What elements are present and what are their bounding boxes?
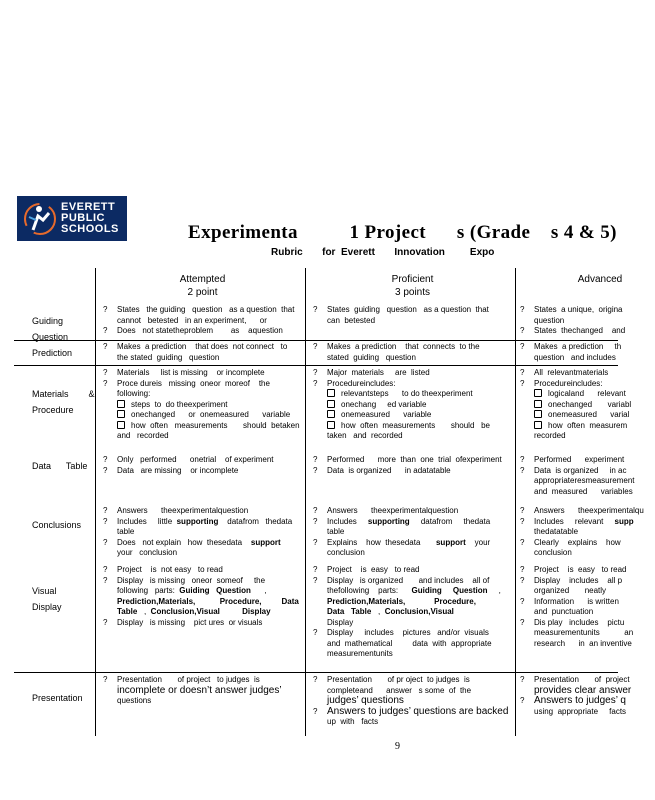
cell-line — [313, 506, 490, 517]
cell-line — [520, 506, 644, 517]
cell-line — [103, 517, 292, 528]
cell-line — [313, 576, 501, 587]
cell-text: Includes relevant supp — [534, 516, 634, 526]
cell-line — [520, 342, 621, 353]
cell-text: Data is organized in ac — [534, 465, 627, 475]
bullet-icon: ? — [520, 465, 525, 475]
cell-text: measurementunits an — [534, 628, 634, 637]
cell-prediction-attempted — [103, 342, 287, 363]
cell-line — [313, 527, 490, 538]
bullet-icon: ? — [520, 537, 525, 547]
cell-line — [313, 466, 502, 477]
cell-text: thedatatable — [534, 527, 579, 536]
bullet-icon: ? — [103, 305, 108, 314]
row-label-guiding-question: Guiding Question — [32, 316, 69, 342]
cell-line — [103, 686, 282, 697]
bullet-icon: ? — [313, 342, 318, 351]
cell-line — [313, 618, 501, 629]
cell-text: following: — [117, 389, 151, 398]
bullet-icon: ? — [103, 368, 108, 377]
cell-text: Performed experiment — [534, 455, 625, 464]
cell-line — [313, 607, 501, 618]
row-divider-1 — [14, 340, 618, 341]
bullet-icon: ? — [313, 537, 318, 547]
cell-line — [103, 389, 300, 400]
page-number: 9 — [395, 741, 400, 752]
cell-line — [520, 538, 644, 549]
bullet-icon: ? — [313, 465, 318, 475]
cell-guiding-attempted — [103, 305, 294, 337]
logo-wordmark — [61, 202, 119, 235]
cell-text: taken and recorded — [327, 431, 403, 440]
cell-guiding-proficient — [313, 305, 489, 326]
cell-line — [520, 565, 633, 576]
logo-line-2: PUBLIC — [61, 212, 105, 224]
cell-line — [103, 586, 299, 597]
bullet-icon: ? — [313, 565, 318, 574]
bullet-icon: ? — [313, 575, 318, 585]
cell-text: States guiding question as a question that — [327, 305, 489, 314]
cell-text: onemeasured varial — [548, 410, 630, 419]
bullet-icon: ? — [520, 617, 525, 627]
bullet-icon: ? — [103, 675, 108, 684]
cell-line — [520, 410, 631, 421]
cell-text: Display includes all p — [534, 575, 623, 585]
cell-text: Major materials are listed — [327, 368, 430, 377]
checkbox-square-icon — [327, 400, 335, 408]
cell-text: table — [117, 527, 135, 536]
cell-text: onemeasured variable — [341, 410, 432, 419]
bullet-icon: ? — [103, 506, 108, 515]
cell-line — [103, 506, 292, 517]
checkbox-square-icon — [534, 389, 542, 397]
bullet-icon: ? — [103, 378, 108, 388]
cell-line — [313, 400, 490, 411]
bullet-icon: ? — [313, 368, 318, 377]
cell-line — [103, 400, 300, 411]
cell-text: up with facts — [327, 717, 379, 726]
cell-text: question — [534, 315, 565, 325]
cell-line — [103, 410, 300, 421]
bullet-icon: ? — [313, 378, 318, 388]
cell-conclusions-attempted — [103, 506, 292, 559]
row-divider-2 — [14, 365, 618, 366]
cell-text: Presentation of pr oject to judges is — [327, 675, 470, 684]
cell-line — [103, 421, 300, 432]
checkbox-square-icon — [327, 389, 335, 397]
cell-line — [313, 628, 501, 639]
bullet-icon: ? — [313, 516, 318, 526]
cell-line — [313, 342, 480, 353]
cell-line — [313, 675, 508, 686]
column-divider-label — [95, 268, 96, 736]
document-title: Experimenta 1 Project s (Grade s 4 & 5) — [188, 222, 617, 243]
bullet-icon: ? — [520, 516, 525, 526]
cell-line — [520, 548, 644, 559]
cell-line — [103, 326, 294, 337]
cell-text: Procedureincludes: — [327, 378, 396, 388]
cell-text: Answers theexperimentalqu — [534, 506, 644, 515]
cell-line — [103, 565, 299, 576]
cell-line — [103, 342, 287, 353]
cell-line — [520, 368, 631, 379]
cell-line — [520, 455, 635, 466]
cell-line — [520, 353, 621, 364]
bullet-icon: ? — [520, 575, 525, 585]
cell-text: Data is organized in adatatable — [327, 465, 451, 475]
cell-line — [313, 639, 501, 650]
row-label-presentation: Presentation — [32, 693, 83, 703]
cell-presentation-attempted — [103, 675, 282, 707]
row-label-visual-display: Visual Display — [32, 586, 62, 612]
cell-visual-proficient — [313, 565, 501, 660]
cell-text: can betested — [327, 315, 376, 325]
cell-line — [520, 607, 633, 618]
bullet-icon: ? — [520, 565, 525, 574]
cell-text: onechanged variabl — [548, 399, 632, 409]
cell-visual-advanced — [515, 565, 633, 649]
cell-text: relevantsteps to do theexperiment — [341, 389, 473, 398]
bullet-icon: ? — [520, 378, 525, 388]
cell-line — [103, 316, 294, 327]
cell-text: how often measurements should be — [341, 420, 490, 430]
checkbox-square-icon — [117, 400, 125, 408]
cell-text: and mathematical data with appropriate — [327, 638, 492, 648]
cell-text: Includes little supporting datafrom thedata — [117, 516, 293, 526]
cell-materials-proficient — [313, 368, 490, 442]
cell-text: Table , Conclusion,Visual Display — [117, 607, 271, 616]
cell-text: Makes a prediction that connects to the — [327, 342, 480, 351]
cell-text: following parts: Guiding Question , — [117, 586, 267, 595]
bullet-icon: ? — [103, 465, 108, 475]
cell-line — [520, 466, 635, 477]
cell-text: measurementunits — [327, 649, 393, 658]
cell-conclusions-advanced — [515, 506, 644, 559]
cell-presentation-proficient — [313, 675, 508, 728]
bullet-icon: ? — [520, 368, 525, 377]
checkbox-square-icon — [534, 421, 542, 429]
cell-line — [313, 707, 508, 718]
cell-text: Makes a prediction th — [534, 342, 622, 351]
cell-line — [103, 431, 300, 442]
cell-text: onechang ed variable — [341, 399, 427, 409]
bullet-icon: ? — [520, 455, 525, 464]
cell-text: Only performed onetrial of experiment — [117, 455, 274, 464]
cell-text: how often measurements should betaken — [131, 420, 300, 430]
bullet-icon: ? — [103, 455, 108, 464]
cell-text: Explains how thesedata support your — [327, 537, 491, 547]
bullet-icon: ? — [520, 675, 525, 684]
cell-line — [103, 353, 287, 364]
cell-line — [313, 717, 508, 728]
cell-text: Does not explain how thesedata support — [117, 537, 281, 547]
cell-text: States the guiding question as a question that — [117, 305, 295, 314]
cell-line — [103, 576, 299, 587]
bullet-icon: ? — [520, 506, 525, 515]
cell-line — [103, 548, 292, 559]
column-divider-attempted — [305, 268, 306, 736]
cell-text: conclusion — [534, 548, 572, 557]
cell-text: conclusion — [327, 548, 365, 557]
row-divider-3 — [14, 672, 618, 673]
cell-text: Display is missing oneor someof the — [117, 575, 266, 585]
cell-text: Clearly explains how — [534, 537, 621, 547]
bullet-icon: ? — [520, 305, 525, 314]
cell-line — [520, 597, 633, 608]
cell-line — [103, 607, 299, 618]
cell-line — [313, 353, 480, 364]
bullet-icon: ? — [103, 617, 108, 627]
bullet-icon: ? — [103, 565, 108, 574]
cell-line — [520, 431, 631, 442]
cell-line — [103, 305, 294, 316]
checkbox-square-icon — [327, 410, 335, 418]
cell-line — [103, 455, 274, 466]
cell-line — [520, 326, 625, 337]
logo-line-1: EVERETT — [61, 201, 116, 213]
cell-materials-advanced — [515, 368, 631, 442]
cell-text: Project is easy to read — [534, 565, 627, 574]
cell-text: your conclusion — [117, 548, 178, 557]
cell-line — [520, 476, 635, 487]
cell-text: Answers theexperimentalquestion — [327, 506, 459, 515]
cell-text: questions — [117, 696, 152, 705]
cell-text: Answers to judges’ questions are backed — [327, 705, 509, 717]
checkbox-square-icon — [327, 421, 335, 429]
bullet-icon: ? — [313, 305, 318, 314]
column-header-advanced — [545, 273, 655, 286]
cell-visual-attempted — [103, 565, 299, 628]
cell-line — [313, 597, 501, 608]
bullet-icon: ? — [103, 342, 108, 351]
cell-prediction-proficient — [313, 342, 480, 363]
cell-line — [520, 316, 625, 327]
cell-text: research in an inventive — [534, 638, 632, 648]
cell-text: completeand answer s some of the — [327, 685, 472, 695]
row-label-materials-procedure: Materials & Procedure — [32, 389, 95, 415]
cell-line — [520, 379, 631, 390]
cell-line — [520, 487, 635, 498]
cell-text: Prediction,Materials, Procedure, — [327, 596, 476, 606]
cell-text: Prediction,Materials, Procedure, Data — [117, 596, 299, 606]
cell-line — [313, 586, 501, 597]
bullet-icon: ? — [520, 326, 525, 335]
cell-line — [103, 527, 292, 538]
bullet-icon: ? — [313, 506, 318, 515]
cell-text: Presentation of project to judges is — [117, 675, 260, 684]
cell-text: thefollowing parts: Guiding Question , — [327, 586, 501, 595]
bullet-icon: ? — [313, 628, 318, 637]
cell-line — [520, 527, 644, 538]
cell-text: Performed more than one trial ofexperiment — [327, 455, 502, 464]
cell-line — [313, 389, 490, 400]
cell-line — [520, 576, 633, 587]
cell-text: using appropriate facts — [534, 706, 627, 716]
cell-line — [313, 649, 501, 660]
cell-text: Does not statetheproblem as aquestion — [117, 326, 283, 335]
bullet-icon: ? — [313, 706, 318, 716]
row-label-conclusions: Conclusions — [32, 520, 82, 530]
cell-line — [103, 538, 292, 549]
cell-text: appropriateresmeasurement — [534, 476, 635, 485]
cell-line — [103, 466, 274, 477]
bullet-icon: ? — [103, 516, 108, 526]
bullet-icon: ? — [520, 696, 525, 705]
column-name: Proficient — [391, 274, 434, 285]
cell-text: Dis play includes pictu — [534, 617, 625, 627]
cell-text: Project is easy to read — [327, 565, 420, 574]
cell-line — [520, 389, 631, 400]
cell-text: Project is not easy to read — [117, 565, 223, 574]
cell-guiding-advanced — [515, 305, 625, 337]
cell-line — [313, 517, 490, 528]
cell-line — [520, 305, 625, 316]
cell-line — [520, 618, 633, 629]
cell-text: logicaland relevant — [548, 389, 626, 398]
column-header-proficient — [310, 273, 515, 299]
bullet-icon: ? — [313, 455, 318, 464]
cell-line — [103, 368, 300, 379]
cell-line — [520, 517, 644, 528]
cell-line — [520, 628, 633, 639]
document-subtitle: Rubric for Everett Innovation Expo — [271, 247, 495, 258]
cell-text: Answers to judges’ q — [534, 695, 626, 706]
cell-line — [103, 618, 299, 629]
column-divider-proficient — [515, 268, 516, 736]
cell-line — [520, 400, 631, 411]
cell-text: Proce dureis missing oneor moreof the — [117, 378, 270, 388]
row-label-data-table: Data Table — [32, 461, 88, 471]
cell-text: judges’ questions — [327, 695, 404, 706]
cell-text: and punctuation — [534, 607, 594, 616]
cell-text: Data Table , Conclusion,Visual — [327, 607, 454, 616]
cell-text: how often measurem — [548, 420, 628, 430]
cell-line — [313, 455, 502, 466]
column-name: Advanced — [577, 274, 623, 285]
cell-text: incomplete or doesn’t answer judges’ — [117, 684, 282, 696]
cell-text: Makes a prediction that does not connect to — [117, 342, 288, 351]
cell-text: Materials list is missing or incomplete — [117, 368, 265, 377]
cell-line — [103, 597, 299, 608]
column-header-attempted — [100, 273, 305, 299]
bullet-icon: ? — [520, 596, 525, 606]
row-label-prediction: Prediction — [32, 348, 73, 358]
cell-text: Information is written — [534, 596, 619, 606]
cell-line — [313, 538, 490, 549]
cell-line — [313, 548, 490, 559]
cell-line — [313, 368, 490, 379]
bullet-icon: ? — [103, 575, 108, 585]
cell-line — [520, 696, 631, 707]
cell-text: onechanged or onemeasured variable — [131, 410, 291, 419]
cell-text: and recorded — [117, 431, 169, 440]
cell-datatable-attempted — [103, 455, 274, 476]
cell-text: Display — [327, 617, 354, 627]
bullet-icon: ? — [313, 675, 318, 684]
cell-materials-attempted — [103, 368, 300, 442]
cell-text: Display includes pictures and/or visuals — [327, 628, 489, 637]
checkbox-square-icon — [117, 410, 125, 418]
cell-text: organized neatly — [534, 586, 607, 595]
cell-line — [313, 410, 490, 421]
cell-line — [520, 586, 633, 597]
column-name: Attempted — [179, 274, 226, 285]
logo-line-3: SCHOOLS — [61, 223, 119, 235]
bullet-icon: ? — [103, 537, 108, 547]
everett-public-schools-logo — [17, 196, 127, 241]
cell-conclusions-proficient — [313, 506, 490, 559]
cell-text: steps to do theexperiment — [131, 399, 228, 409]
cell-text: Includes supporting datafrom thedata — [327, 516, 491, 526]
cell-text: and measured variables — [534, 486, 633, 496]
checkbox-square-icon — [534, 410, 542, 418]
column-points: 2 point — [187, 287, 218, 298]
cell-text: recorded — [534, 431, 566, 440]
cell-text: States a unique, origina — [534, 305, 623, 314]
bullet-icon: ? — [520, 342, 525, 351]
cell-text: the stated guiding question — [117, 352, 220, 362]
cell-line — [313, 431, 490, 442]
cell-text: table — [327, 527, 345, 536]
cell-presentation-advanced — [515, 675, 631, 717]
cell-text: question and includes — [534, 352, 616, 362]
cell-line — [313, 421, 490, 432]
cell-text: Answers theexperimentalquestion — [117, 506, 249, 515]
cell-text: All relevantmaterials — [534, 368, 609, 377]
bullet-icon: ? — [103, 326, 108, 335]
cell-line — [313, 305, 489, 316]
cell-text: Presentation of project — [534, 675, 630, 684]
cell-prediction-advanced — [515, 342, 621, 363]
cell-datatable-advanced — [515, 455, 635, 497]
cell-datatable-proficient — [313, 455, 502, 476]
cell-line — [313, 316, 489, 327]
cell-line — [520, 421, 631, 432]
cell-text: Data are missing or incomplete — [117, 465, 239, 475]
cell-line — [520, 707, 631, 718]
checkbox-square-icon — [534, 400, 542, 408]
cell-text: Procedureincludes: — [534, 378, 603, 388]
cell-text: Display is organized and includes all of — [327, 575, 490, 585]
cell-text: provides clear answer — [534, 684, 632, 696]
logo-figure-icon — [21, 200, 59, 237]
cell-text: Display is missing pict ures or visuals — [117, 617, 263, 627]
cell-line — [103, 696, 282, 707]
cell-line — [313, 379, 490, 390]
cell-line — [103, 379, 300, 390]
cell-text: stated guiding question — [327, 352, 416, 362]
cell-text: States thechanged and — [534, 326, 626, 335]
cell-text: cannot betested in an experiment, or — [117, 315, 267, 325]
cell-line — [313, 565, 501, 576]
cell-line — [520, 639, 633, 650]
checkbox-square-icon — [117, 421, 125, 429]
column-points: 3 points — [394, 287, 431, 298]
